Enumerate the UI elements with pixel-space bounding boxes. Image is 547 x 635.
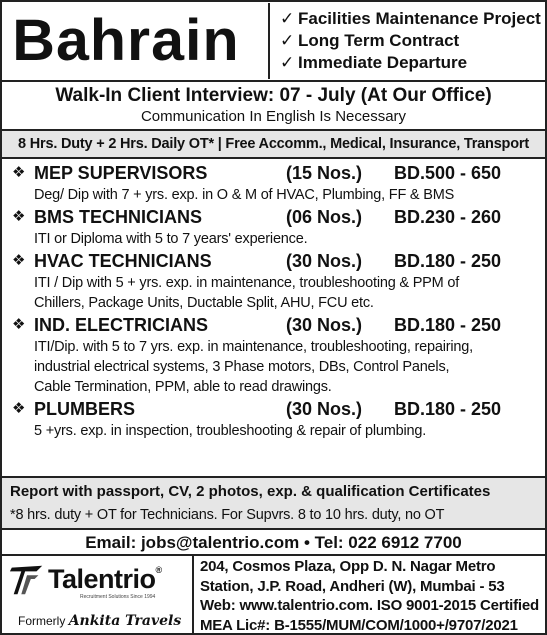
job-salary: BD.180 - 250 xyxy=(394,315,502,335)
feature-list xyxy=(280,8,541,74)
duty-benefits-line: 8 Hrs. Duty + 2 Hrs. Daily OT* | Free Accomm., Medical, Insurance, Transport xyxy=(2,131,545,159)
job-list xyxy=(2,159,545,441)
bullet-icon: ❖ xyxy=(12,252,26,269)
header xyxy=(2,2,545,82)
license-line: MEA Lic#: B-1555/MUM/COM/1000+/9707/2021 xyxy=(199,616,518,634)
check-icon: ✓ xyxy=(280,31,295,50)
feature-item: ✓ Facilities Maintenance Project xyxy=(280,9,541,28)
footer xyxy=(2,556,545,633)
job-description: 5 +yrs. exp. in inspection, troubleshooting & repair of plumbing. xyxy=(34,423,427,439)
job-item xyxy=(12,313,539,397)
contact-bar: Email: jobs@talentrio.com • Tel: 022 6912 7700 xyxy=(2,530,545,556)
job-description: ITI/Dip. with 5 to 7 yrs. exp. in maintenance, troubleshooting, repairing, xyxy=(34,339,473,355)
job-count: (30 Nos.) xyxy=(286,315,363,335)
company-name: Talentrio® xyxy=(48,563,162,594)
job-title: MEP SUPERVISORS xyxy=(34,163,208,183)
formerly-line: Formerly Ankita Travels xyxy=(18,613,182,629)
job-item xyxy=(12,249,539,313)
job-salary: BD.180 - 250 xyxy=(394,251,502,271)
company-logo-block xyxy=(2,556,194,633)
address-line: Station, J.P. Road, Andheri (W), Mumbai - 53 xyxy=(199,577,505,595)
interview-subtitle: Communication In English Is Necessary xyxy=(140,108,407,125)
duty-footnote: *8 hrs. duty + OT for Technicians. For Supvrs. 8 to 10 hrs. duty, no OT xyxy=(10,507,445,523)
job-count: (15 Nos.) xyxy=(286,163,363,183)
job-description: Chillers, Package Units, Ductable Split, AHU, FCU etc. xyxy=(34,295,374,311)
job-description: ITI / Dip with 5 + yrs. exp. in maintenance, troubleshooting & PPM of xyxy=(34,275,460,291)
check-icon: ✓ xyxy=(280,53,295,72)
interview-section xyxy=(2,82,545,131)
bullet-icon: ❖ xyxy=(12,164,26,181)
report-section xyxy=(2,476,545,530)
bullet-icon: ❖ xyxy=(12,400,26,417)
feature-item: ✓ Long Term Contract xyxy=(280,31,460,50)
job-item xyxy=(12,397,539,441)
address-line: 204, Cosmos Plaza, Opp D. N. Nagar Metro xyxy=(199,558,496,575)
job-item xyxy=(12,161,539,205)
job-salary: BD.500 - 650 xyxy=(394,163,502,183)
job-description: industrial electrical systems, 3 Phase motors, DBs, Control Panels, xyxy=(34,359,450,375)
interview-title: Walk-In Client Interview: 07 - July (At Our Office) xyxy=(55,85,492,106)
job-description: Cable Termination, PPM, able to read drawings. xyxy=(34,379,332,395)
bullet-icon: ❖ xyxy=(12,316,26,333)
job-salary: BD.180 - 250 xyxy=(394,399,502,419)
job-description: Deg/ Dip with 7 + yrs. exp. in O & M of HVAC, Plumbing, FF & BMS xyxy=(34,187,455,203)
country-title: Bahrain xyxy=(12,8,240,73)
job-count: (30 Nos.) xyxy=(286,399,363,419)
job-title: PLUMBERS xyxy=(34,399,136,419)
job-count: (30 Nos.) xyxy=(286,251,363,271)
talentrio-logo-icon xyxy=(8,560,46,598)
web-iso-line: Web: www.talentrio.com. ISO 9001-2015 Certified xyxy=(199,597,539,614)
job-title: IND. ELECTRICIANS xyxy=(34,315,209,335)
address-block xyxy=(194,556,545,633)
company-tagline: Recruitment Solutions Since 1994 xyxy=(80,594,156,600)
job-title: BMS TECHNICIANS xyxy=(34,207,203,227)
report-requirements: Report with passport, CV, 2 photos, exp. & qualification Certificates xyxy=(10,483,491,500)
job-item xyxy=(12,205,539,249)
job-description: ITI or Diploma with 5 to 7 years' experience. xyxy=(34,231,308,247)
job-salary: BD.230 - 260 xyxy=(394,207,502,227)
check-icon: ✓ xyxy=(280,9,295,28)
job-title: HVAC TECHNICIANS xyxy=(34,251,212,271)
bullet-icon: ❖ xyxy=(12,208,26,225)
job-count: (06 Nos.) xyxy=(286,207,363,227)
feature-item: ✓ Immediate Departure xyxy=(280,53,468,72)
